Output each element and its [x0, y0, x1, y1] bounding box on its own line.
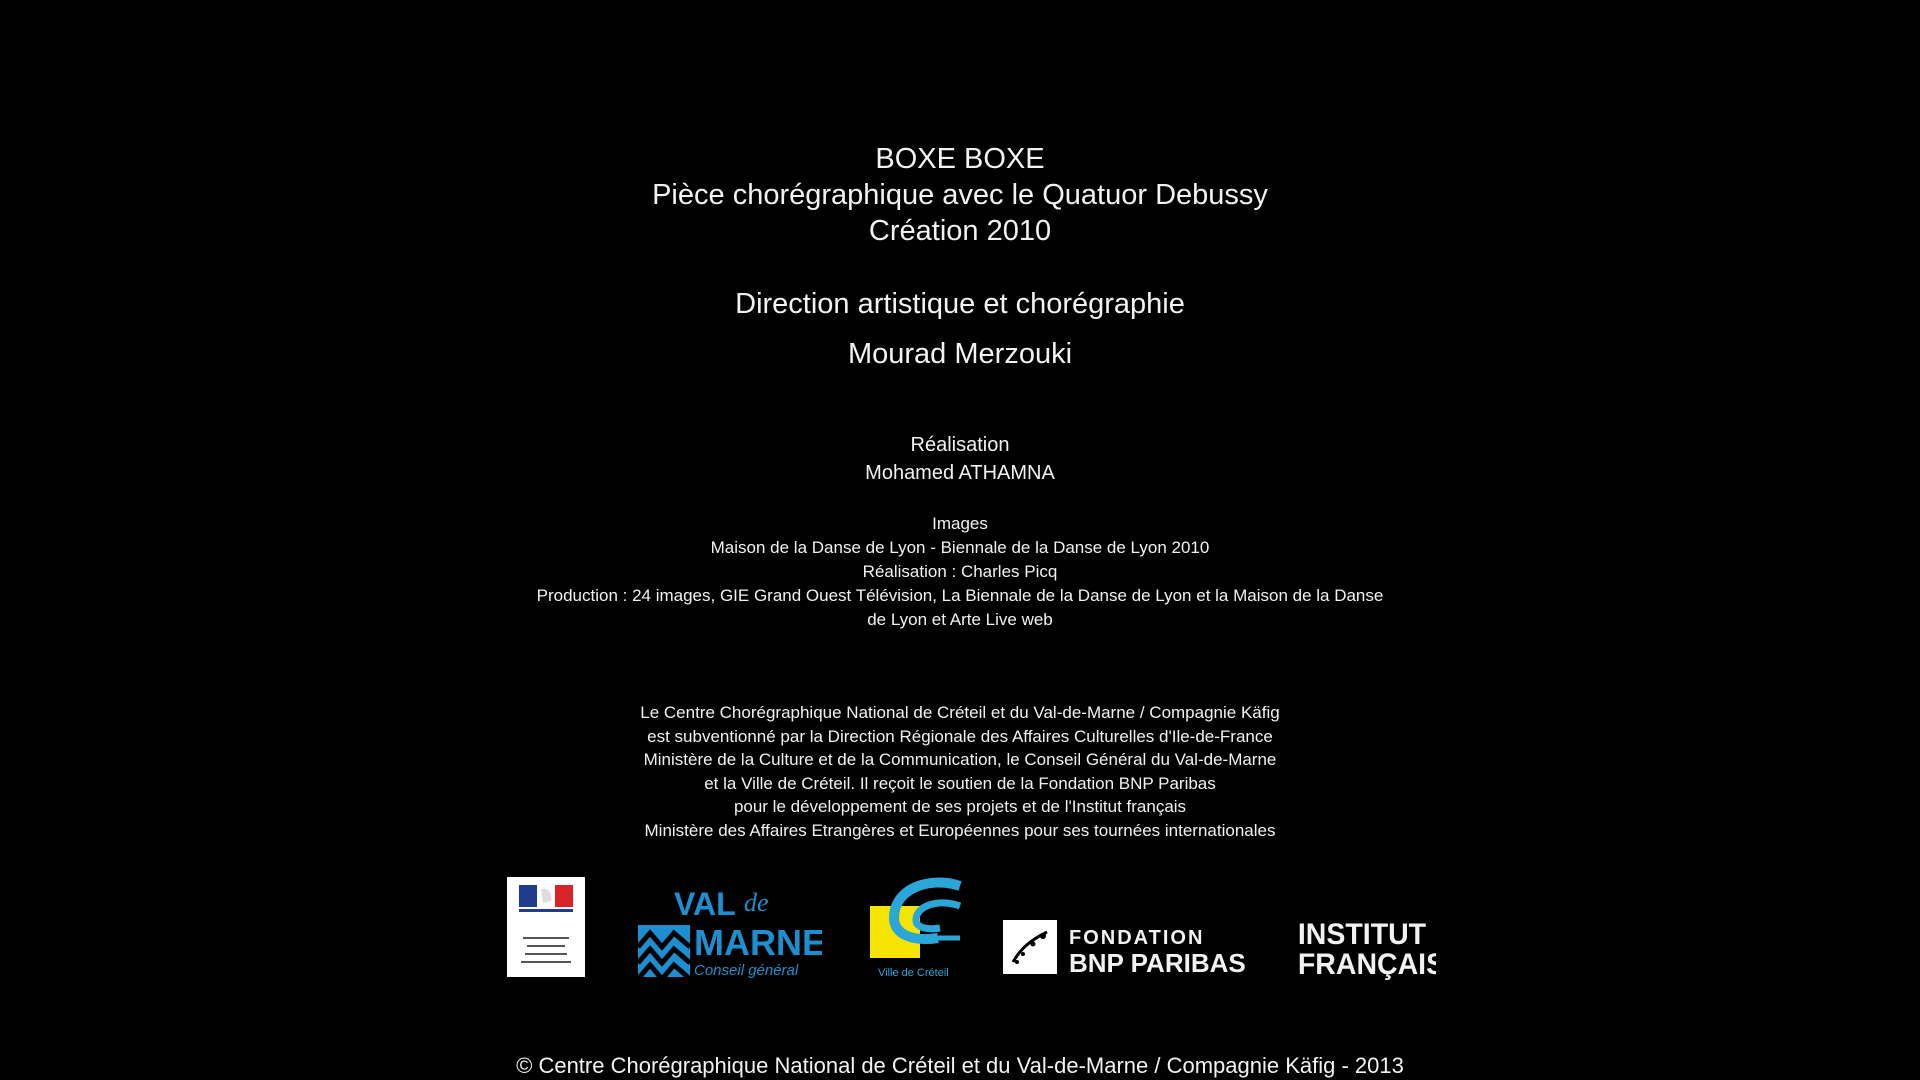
svg-text:Ville de Créteil: Ville de Créteil: [878, 967, 949, 979]
svg-text:MARNE: MARNE: [694, 922, 822, 963]
prefecture-marianne-logo: [507, 877, 585, 977]
images-line: Maison de la Danse de Lyon - Biennale de la Danse de Lyon 2010: [710, 538, 1210, 557]
show-subtitle: Pièce chorégraphique avec le Quatuor Debussy: [652, 179, 1268, 211]
copyright-notice: © Centre Chorégraphique National de Créteil et du Val-de-Marne / Compagnie Käfig - 2013: [516, 1053, 1404, 1078]
institut-francais-logo: [1296, 914, 1436, 980]
support-line: Le Centre Chorégraphique National de Créteil et du Val-de-Marne / Compagnie Käfig: [640, 703, 1280, 722]
svg-text:VAL: VAL: [674, 886, 736, 922]
svg-text:Conseil général: Conseil général: [694, 962, 799, 979]
svg-text:FONDATION: FONDATION: [1069, 927, 1205, 949]
direction-block: [0, 286, 1920, 372]
marianne-emblem-icon: [507, 877, 585, 977]
director-name: Mourad Merzouki: [847, 338, 1073, 370]
images-line: Réalisation : Charles Picq: [862, 562, 1058, 581]
val-de-marne-icon: [636, 885, 822, 981]
direction-label: Direction artistique et chorégraphie: [735, 288, 1185, 320]
support-credits: [0, 701, 1920, 842]
svg-text:BNP PARIBAS: BNP PARIBAS: [1069, 948, 1246, 978]
fondation-bnp-paribas-logo: [1003, 918, 1265, 978]
creteil-emblem-icon: [868, 876, 964, 980]
support-line: est subventionné par la Direction Régionale des Affaires Culturelles d'Ile-de-France: [647, 726, 1273, 746]
support-line: Ministère des Affaires Etrangères et Européennes pour ses tournées internationales: [644, 820, 1276, 840]
realisation-label: Réalisation: [910, 434, 1010, 456]
realisation-block: [0, 431, 1920, 487]
images-line: Production : 24 images, GIE Grand Ouest Télévision, La Biennale de la Danse de Lyon et la Maison de la Danse: [536, 586, 1384, 605]
svg-text:INSTITUT: INSTITUT: [1297, 918, 1427, 952]
support-line: Ministère de la Culture et de la Communication, le Conseil Général du Val-de-Marne: [643, 750, 1277, 769]
images-line: Images: [932, 514, 988, 533]
realisation-name: Mohamed ATHAMNA: [865, 462, 1055, 484]
svg-text:FRANÇAIS: FRANÇAIS: [1297, 948, 1436, 980]
val-de-marne-logo: [636, 885, 822, 981]
institut-francais-icon: [1296, 914, 1436, 980]
images-line: de Lyon et Arte Live web: [867, 610, 1053, 629]
support-line: et la Ville de Créteil. Il reçoit le soutien de la Fondation BNP Paribas: [704, 773, 1216, 793]
ville-de-creteil-logo: [868, 876, 964, 980]
title-block: [0, 141, 1920, 249]
bnp-paribas-icon: [1003, 918, 1265, 978]
images-credits: [0, 512, 1920, 632]
svg-text:de: de: [744, 888, 769, 917]
support-line: pour le développement de ses projets et de l'Institut français: [733, 797, 1187, 816]
creation-year: Création 2010: [868, 215, 1052, 247]
show-title: BOXE BOXE: [875, 143, 1045, 175]
